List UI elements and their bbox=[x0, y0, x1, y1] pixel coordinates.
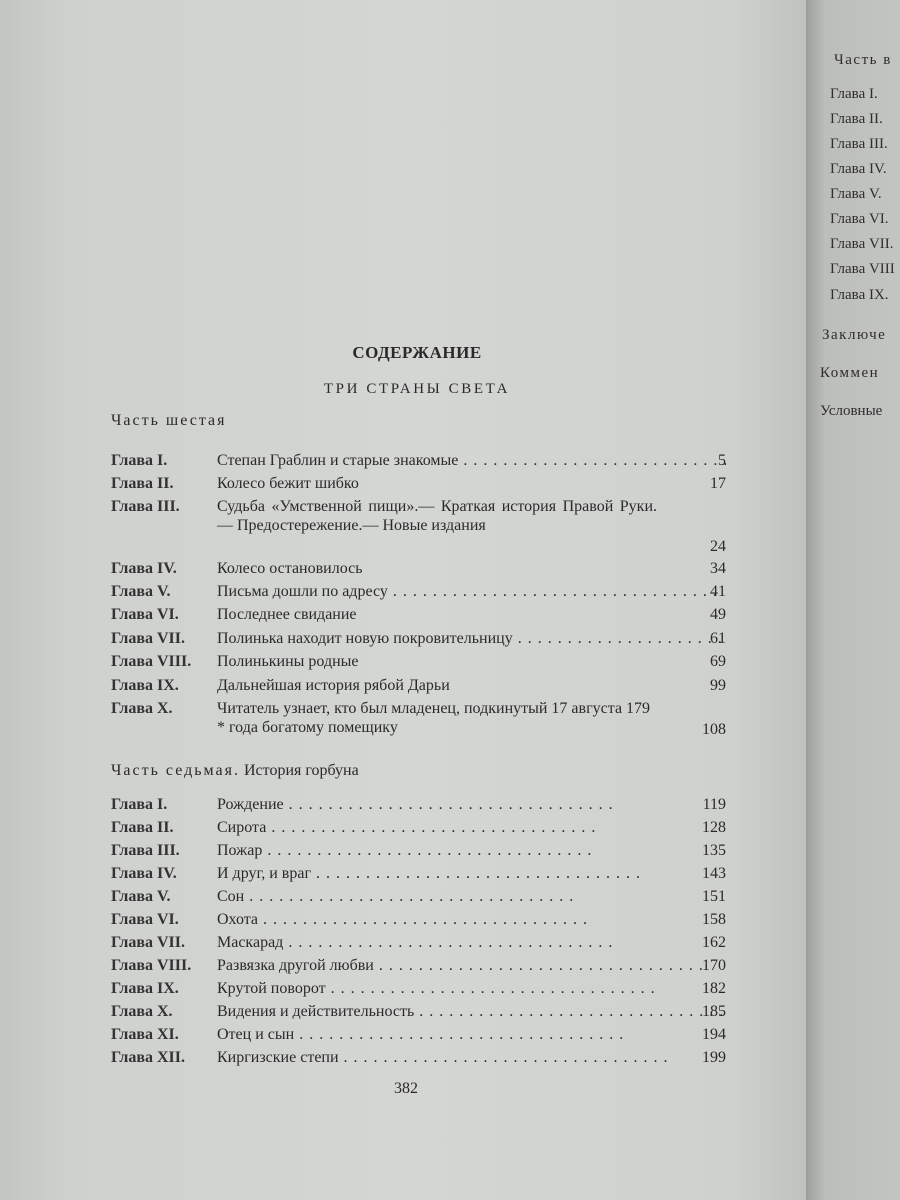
toc-entry bbox=[111, 933, 726, 952]
chapter-page: 162 bbox=[702, 934, 726, 951]
chapter-title: Охота . . bbox=[217, 910, 726, 929]
chapter-title: Полинька находит новую покровительницу . . bbox=[217, 629, 726, 648]
right-page-line: Глава VII. bbox=[830, 236, 894, 252]
chapter-page: 61 bbox=[710, 630, 726, 647]
chapter-page: 135 bbox=[702, 842, 726, 859]
right-page-line: Условные bbox=[820, 403, 883, 419]
right-page-line: Глава V. bbox=[830, 186, 882, 202]
chapter-page: 151 bbox=[702, 888, 726, 905]
chapter-label: Глава XII. bbox=[111, 1049, 185, 1066]
chapter-title: Пожар . . bbox=[217, 841, 726, 860]
toc-entry bbox=[111, 887, 726, 906]
right-page-line: Глава II. bbox=[830, 111, 883, 127]
chapter-page: 194 bbox=[702, 1026, 726, 1043]
chapter-page: 17 bbox=[710, 475, 726, 492]
toc-entry bbox=[111, 979, 726, 998]
chapter-label: Глава III. bbox=[111, 842, 180, 859]
chapter-label: Глава VIII. bbox=[111, 957, 192, 974]
chapter-page: 41 bbox=[710, 583, 726, 600]
toc-heading-text: СОДЕРЖАНИЕ bbox=[352, 343, 482, 362]
chapter-page: 108 bbox=[702, 721, 726, 738]
chapter-page: 199 bbox=[702, 1049, 726, 1066]
page-number: 382 bbox=[394, 1080, 418, 1097]
chapter-page: 99 bbox=[710, 677, 726, 694]
chapter-page: 158 bbox=[702, 911, 726, 928]
right-page-line: Глава IV. bbox=[830, 161, 887, 177]
chapter-title: Письма дошли по адресу . . bbox=[217, 582, 726, 601]
toc-entry bbox=[111, 676, 726, 695]
chapter-label: Глава VI. bbox=[111, 911, 179, 928]
toc-entry bbox=[111, 910, 726, 929]
toc-entry bbox=[111, 956, 726, 975]
toc-entry bbox=[111, 652, 726, 671]
right-page-line: Глава VI. bbox=[830, 211, 889, 227]
chapter-title: Степан Граблин и старые знакомые . . bbox=[217, 451, 726, 470]
part-seven-heading bbox=[111, 762, 359, 780]
toc-entry bbox=[111, 864, 726, 883]
part-seven-heading-text: Часть седьмая. bbox=[111, 762, 240, 779]
chapter-title: Сон . . bbox=[217, 887, 726, 906]
toc-entry bbox=[111, 582, 726, 601]
part-seven-subtitle: История горбуна bbox=[244, 762, 359, 779]
right-page-line: Глава I. bbox=[830, 86, 878, 102]
chapter-label: Глава IX. bbox=[111, 980, 179, 997]
chapter-title: Отец и сын . . bbox=[217, 1025, 726, 1044]
chapter-page: 34 bbox=[710, 560, 726, 577]
chapter-page: 170 bbox=[702, 957, 726, 974]
chapter-title: Развязка другой любви . . bbox=[217, 956, 726, 975]
chapter-page: 143 bbox=[702, 865, 726, 882]
chapter-title: Колесо бежит шибко bbox=[217, 475, 359, 492]
chapter-title: Читатель узнает, кто был младенец, подкинутый 17 августа 179 * года богатому помещику bbox=[217, 700, 651, 736]
chapter-page: 24 bbox=[710, 538, 726, 555]
toc-entry bbox=[111, 1002, 726, 1021]
toc-entry bbox=[111, 474, 726, 493]
chapter-title: Последнее свидание bbox=[217, 606, 357, 623]
right-page-line: Глава III. bbox=[830, 136, 888, 152]
chapter-title: Полинькины родные bbox=[217, 653, 359, 670]
toc-entry bbox=[111, 818, 726, 837]
chapter-label: Глава VII. bbox=[111, 934, 185, 951]
chapter-title: И друг, и враг . . bbox=[217, 864, 726, 883]
right-page-line: Заключе bbox=[822, 327, 887, 343]
chapter-label: Глава V. bbox=[111, 888, 171, 905]
chapter-label: Глава IV. bbox=[111, 865, 177, 882]
part-six-heading bbox=[111, 412, 226, 430]
chapter-title: Маскарад . . bbox=[217, 933, 726, 952]
chapter-title: Дальнейшая история рябой Дарьи bbox=[217, 677, 450, 694]
toc-entry bbox=[111, 559, 726, 578]
toc-entry bbox=[111, 699, 726, 739]
chapter-label: Глава II. bbox=[111, 819, 174, 836]
chapter-label: Глава VI. bbox=[111, 606, 179, 623]
book-page-right bbox=[806, 0, 900, 1200]
chapter-label: Глава I. bbox=[111, 452, 168, 469]
chapter-page: 182 bbox=[702, 980, 726, 997]
chapter-title: Видения и действительность . . bbox=[217, 1002, 726, 1021]
chapter-title: Крутой поворот . . bbox=[217, 979, 726, 998]
chapter-title: Судьба «Умственной пищи».— Краткая история Правой Руки.— Предостережение.— Новые издания bbox=[217, 498, 657, 534]
chapter-title: Сирота . . bbox=[217, 818, 726, 837]
chapter-label: Глава X. bbox=[111, 1003, 173, 1020]
toc-entry bbox=[111, 795, 726, 814]
chapter-page: 185 bbox=[702, 1003, 726, 1020]
chapter-label: Глава II. bbox=[111, 475, 174, 492]
chapter-page: 5 bbox=[718, 452, 726, 469]
chapter-label: Глава V. bbox=[111, 583, 171, 600]
chapter-title: Рождение . . bbox=[217, 795, 726, 814]
toc-entry bbox=[111, 451, 726, 470]
chapter-label: Глава X. bbox=[111, 700, 173, 717]
toc-entry bbox=[111, 605, 726, 624]
chapter-page: 49 bbox=[710, 606, 726, 623]
right-page-line: Глава VIII bbox=[830, 261, 895, 277]
chapter-title: Киргизские степи . . bbox=[217, 1048, 726, 1067]
chapter-title: Колесо остановилось bbox=[217, 560, 363, 577]
right-page-line: Коммен bbox=[820, 365, 880, 381]
chapter-page: 119 bbox=[702, 796, 726, 813]
toc-entry bbox=[111, 497, 726, 556]
chapter-label: Глава IV. bbox=[111, 560, 177, 577]
chapter-page: 69 bbox=[710, 653, 726, 670]
chapter-label: Глава VIII. bbox=[111, 653, 192, 670]
toc-entry bbox=[111, 841, 726, 860]
work-title-text: ТРИ СТРАНЫ СВЕТА bbox=[323, 381, 511, 397]
chapter-label: Глава VII. bbox=[111, 630, 185, 647]
toc-entry bbox=[111, 629, 726, 648]
chapter-label: Глава XI. bbox=[111, 1026, 179, 1043]
chapter-label: Глава I. bbox=[111, 796, 168, 813]
right-page-line: Часть в bbox=[834, 52, 892, 68]
right-page-line: Глава IX. bbox=[830, 287, 889, 303]
chapter-label: Глава III. bbox=[111, 498, 180, 515]
toc-heading bbox=[0, 343, 812, 363]
work-title bbox=[0, 380, 812, 398]
chapter-label: Глава IX. bbox=[111, 677, 179, 694]
toc-entry bbox=[111, 1025, 726, 1044]
part-six-heading-text: Часть шестая bbox=[111, 412, 227, 429]
toc-entry bbox=[111, 1048, 726, 1067]
chapter-page: 128 bbox=[702, 819, 726, 836]
